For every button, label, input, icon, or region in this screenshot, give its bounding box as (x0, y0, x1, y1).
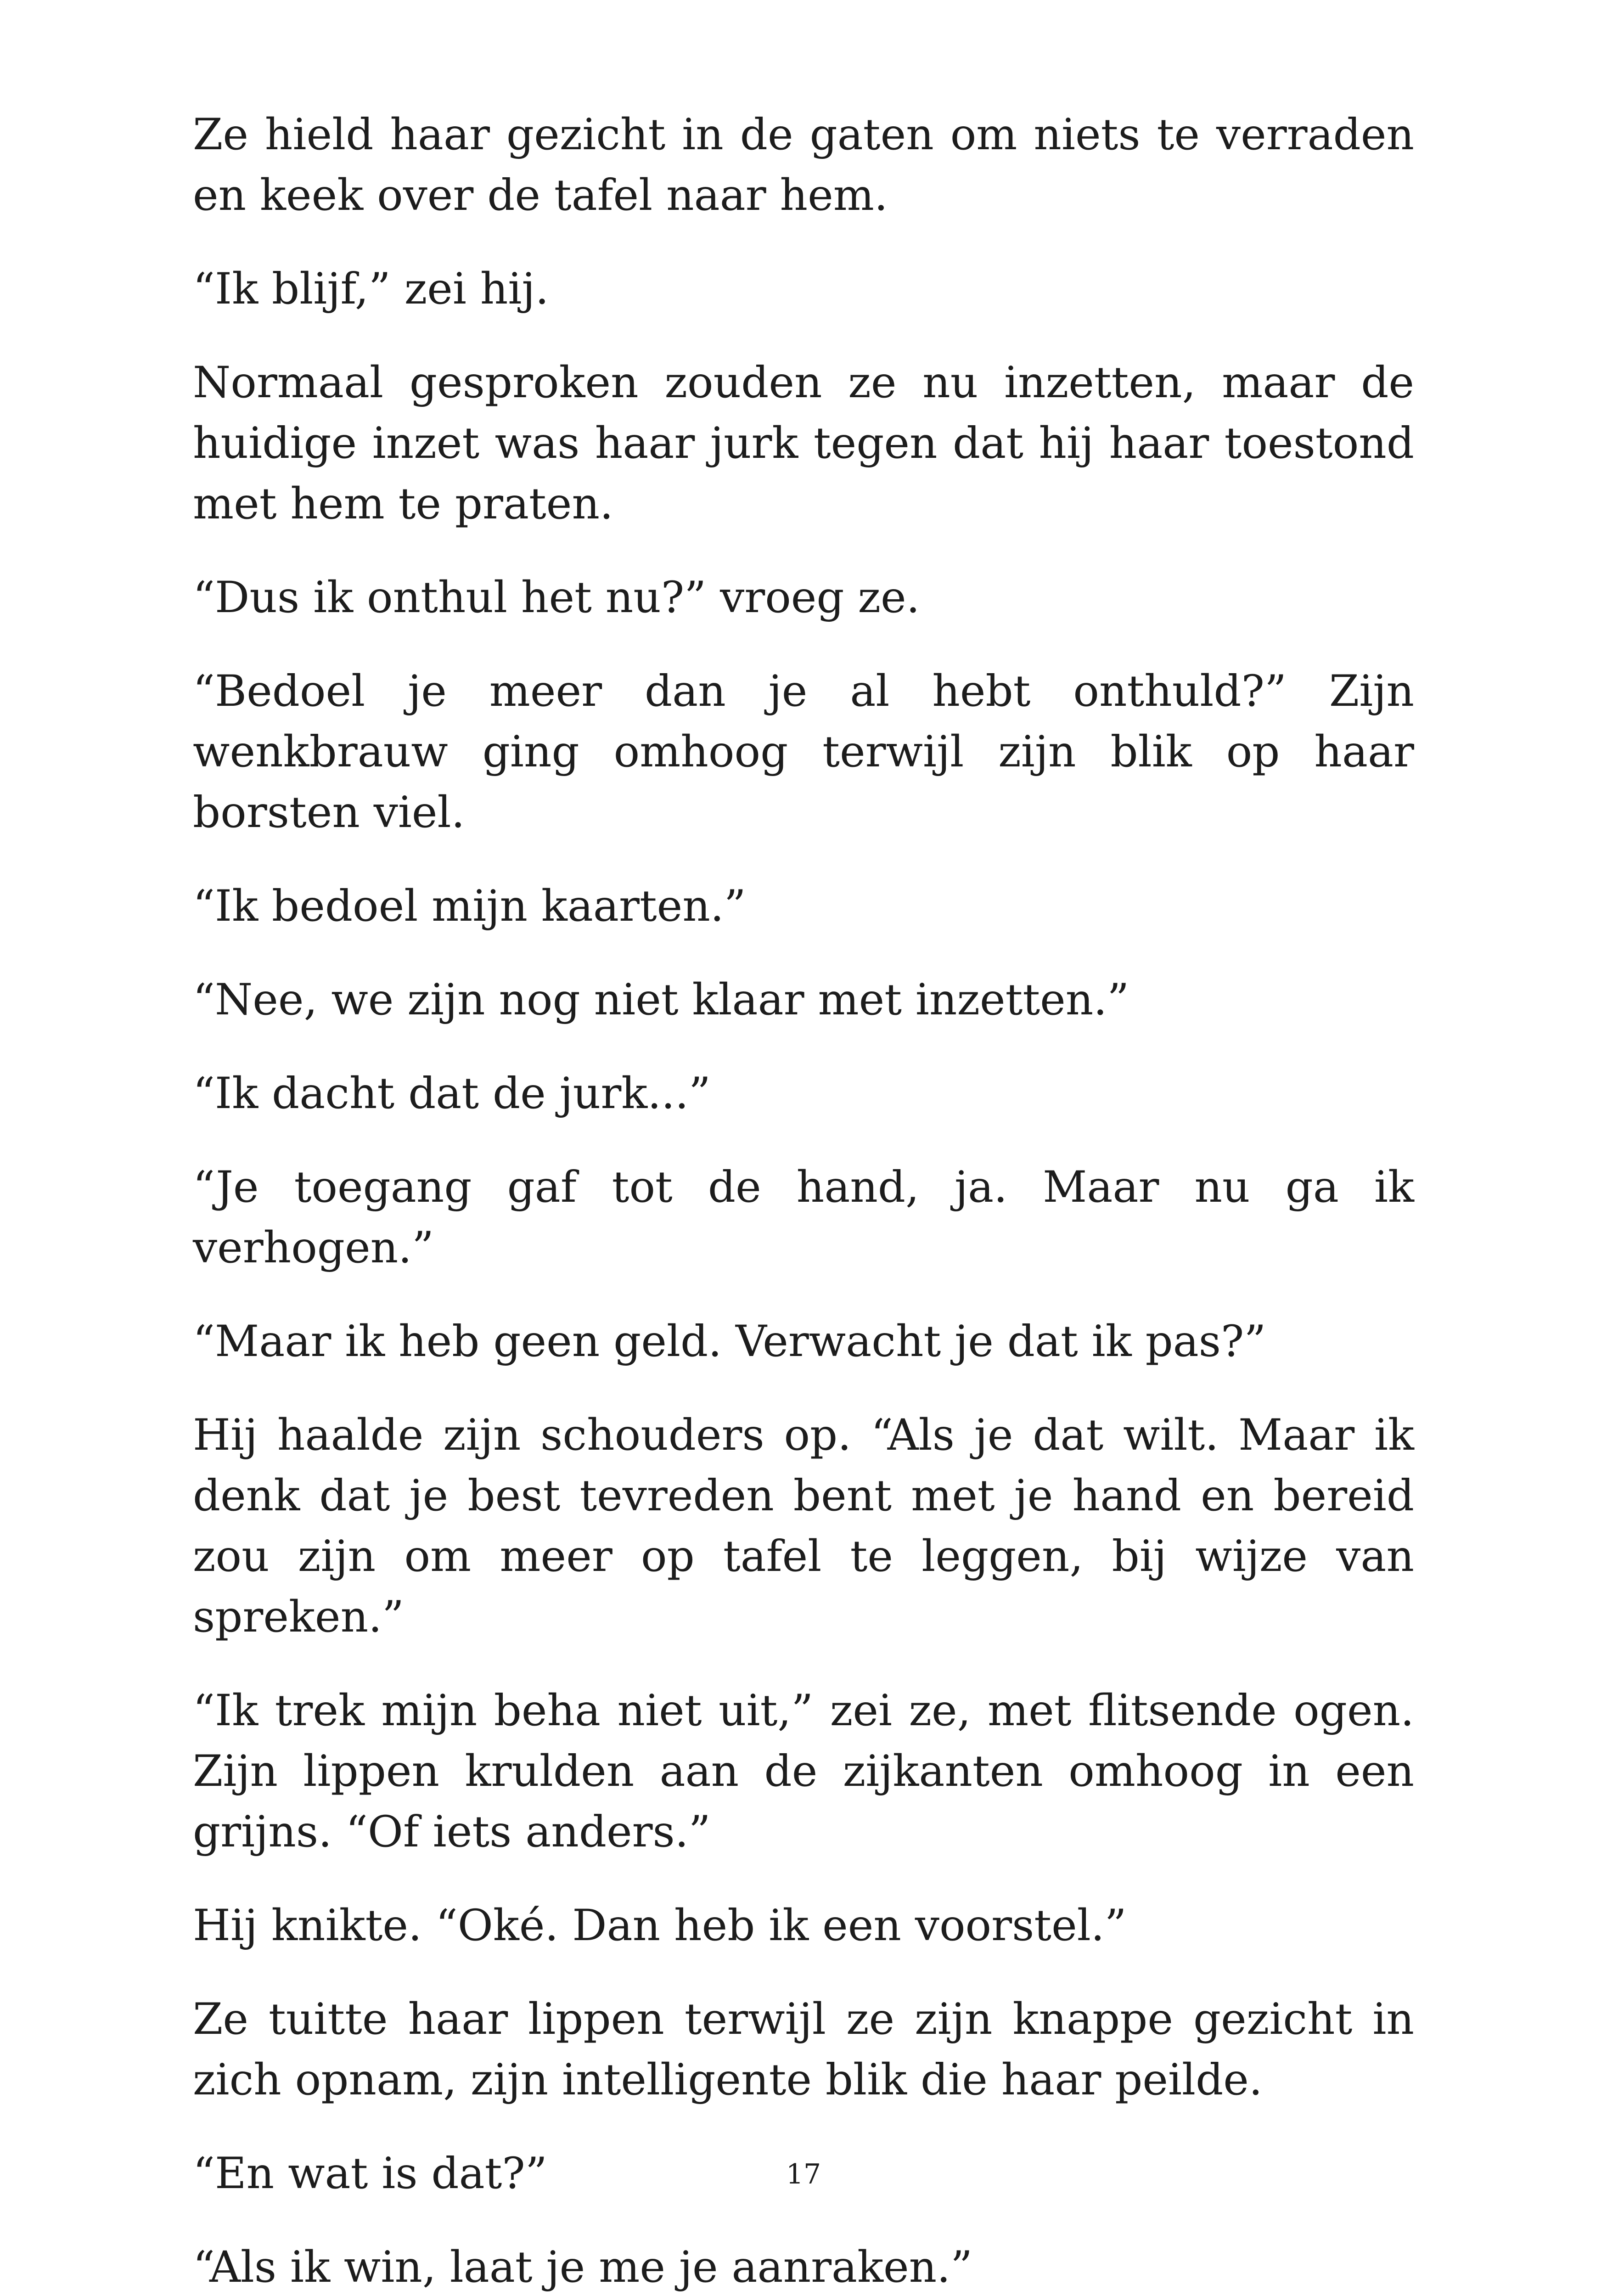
paragraph-14: Ze tuitte haar lippen terwijl ze zijn knappe gezicht in zich opnam, zijn intelligente blik die haar peilde. (193, 1994, 1414, 2105)
paragraph-1: Ze hield haar gezicht in de gaten om niets te verraden en keek over de tafel naar hem. (193, 110, 1414, 220)
paragraph-12: “Ik trek mijn beha niet uit,” zei ze, met flitsende ogen. Zijn lippen krulden aan de zijkanten omhoog in een grijns. “Of iets anders.” (193, 1686, 1414, 1857)
paragraph-9: “Je toegang gaf tot de hand, ja. Maar nu ga ik verhogen.” (193, 1162, 1414, 1273)
paragraph-16: “Als ik win, laat je me je aanraken.” (193, 2242, 973, 2292)
paragraph-10: “Maar ik heb geen geld. Verwacht je dat ik pas?” (193, 1317, 1266, 1367)
paragraph-11: Hij haalde zijn schouders op. “Als je dat wilt. Maar ik denk dat je best tevreden bent met je hand en bereid zou zijn om meer op tafel te leggen, bij wijze van spreken.” (193, 1410, 1414, 1642)
paragraph-5: “Bedoel je meer dan je al hebt onthuld?” Zijn wenkbrauw ging omhoog terwijl zijn blik op haar borsten viel. (193, 666, 1414, 838)
paragraph-8: “Ik dacht dat de jurk...” (193, 1069, 711, 1119)
paragraph-2: “Ik blijf,” zei hij. (193, 264, 549, 314)
paragraph-6: “Ik bedoel mijn kaarten.” (193, 881, 746, 931)
paragraph-7: “Nee, we zijn nog niet klaar met inzetten.” (193, 975, 1129, 1025)
body-text (193, 105, 1414, 2296)
paragraph-13: Hij knikte. “Oké. Dan heb ik een voorstel.” (193, 1901, 1127, 1951)
paragraph-4: “Dus ik onthul het nu?” vroeg ze. (193, 573, 920, 623)
paragraph-3: Normaal gesproken zouden ze nu inzetten, maar de huidige inzet was haar jurk tegen dat hij haar toestond met hem te praten. (193, 358, 1414, 529)
page-number: 17 (786, 2158, 821, 2190)
paragraph-15: “En wat is dat?” (193, 2149, 547, 2199)
